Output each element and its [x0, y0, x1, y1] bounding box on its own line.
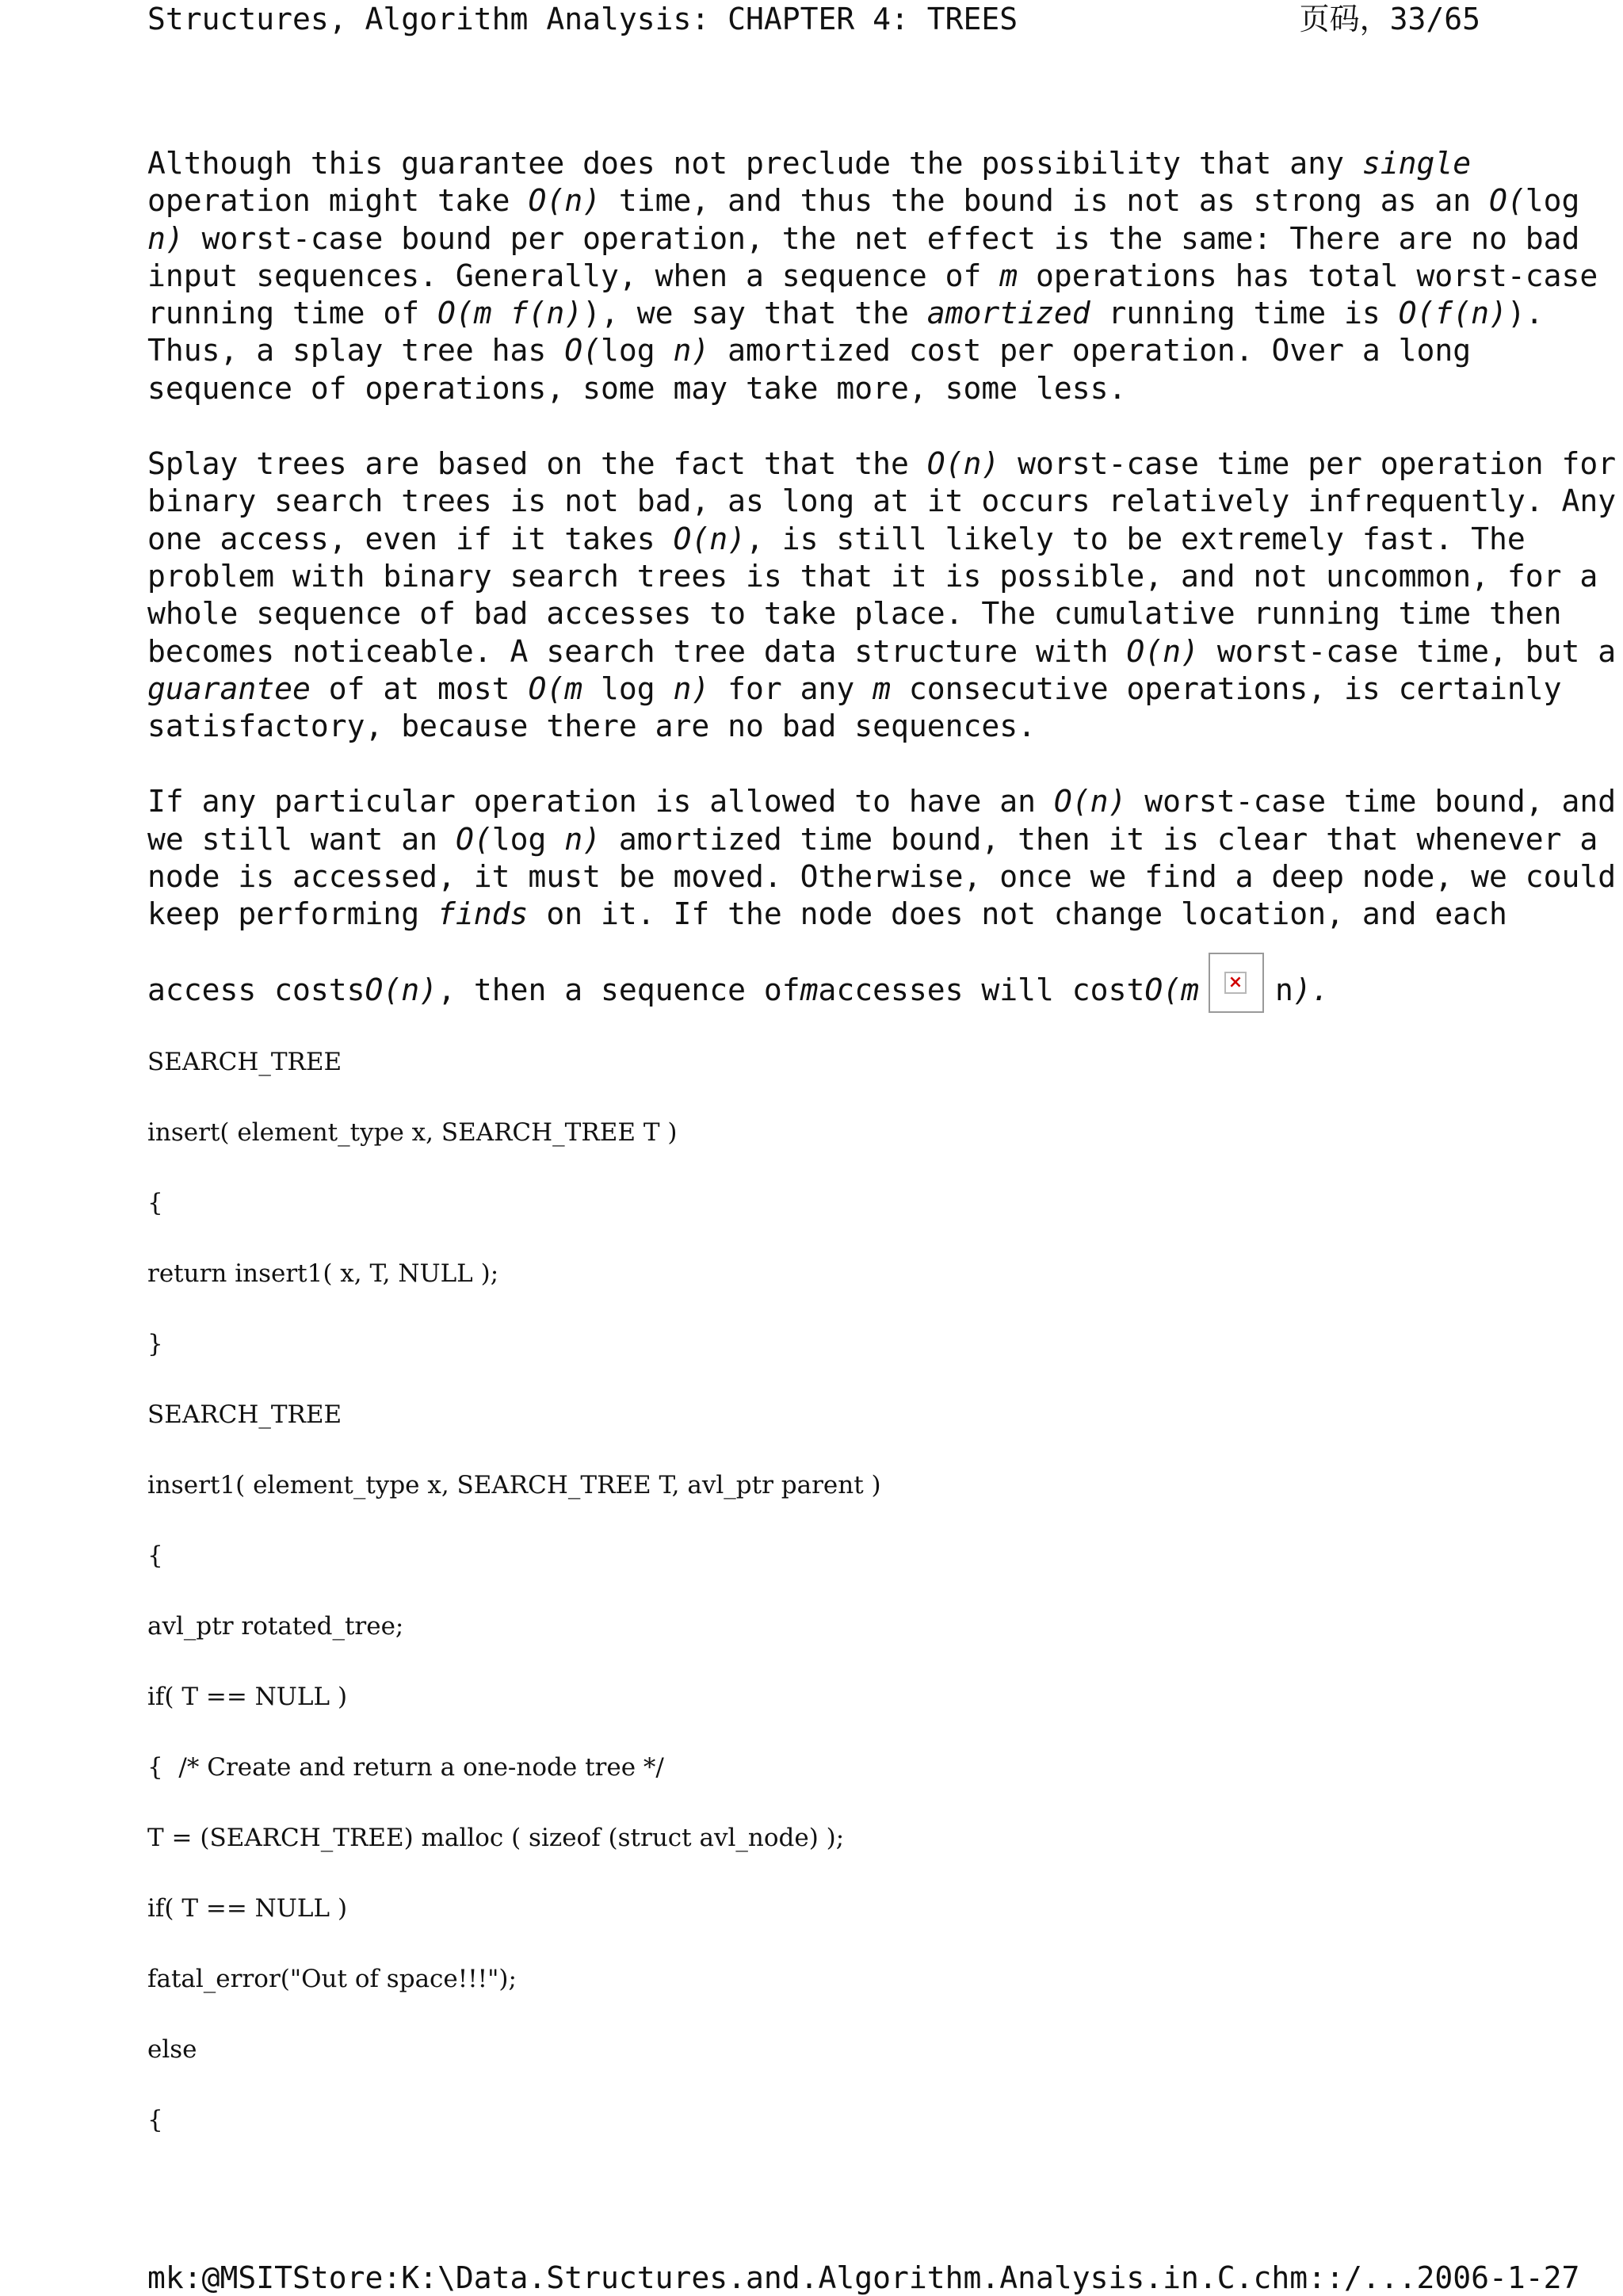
- close-icon: ×: [1224, 972, 1247, 994]
- text-line: guarantee of at most O(m log n) for any m consecutive operations, is certainly: [147, 670, 1562, 706]
- text-line: n) worst-case bound per operation, the net effect is the same: There are no bad: [147, 220, 1580, 256]
- text-line: access costs O(n) , then a sequence of m accesses will cost O(m × n ).: [147, 949, 1482, 1010]
- text-line: we still want an O(log n) amortized time bound, then it is clear that whenever a: [147, 821, 1598, 857]
- code-line: {: [147, 2105, 163, 2134]
- code-line: SEARCH_TREE: [147, 1400, 342, 1429]
- code-line: if( T == NULL ): [147, 1893, 348, 1923]
- text-line: one access, even if it takes O(n), is still likely to be extremely fast. The: [147, 521, 1526, 556]
- page-footer: [147, 2260, 1580, 2295]
- text-line: node is accessed, it must be moved. Otherwise, once we find a deep node, we could: [147, 859, 1617, 895]
- text-line: Thus, a splay tree has O(log n) amortized cost per operation. Over a long: [147, 333, 1472, 369]
- paragraph-node-moved: [147, 783, 1617, 1009]
- code-line: insert( element_type x, SEARCH_TREE T ): [147, 1117, 678, 1147]
- code-line: }: [147, 1329, 163, 1358]
- document-title: Structures, Algorithm Analysis: CHAPTER 4: TREES: [147, 2, 1018, 36]
- code-line: {: [147, 1188, 163, 1217]
- text-line: becomes noticeable. A search tree data structure with O(n) worst-case time, but a: [147, 633, 1617, 669]
- page-header: [147, 2, 1480, 36]
- text-line: Although this guarantee does not preclude the possibility that any single: [147, 146, 1472, 181]
- code-line: T = (SEARCH_TREE) malloc ( sizeof (struct avl_node) );: [147, 1823, 845, 1852]
- broken-image-icon: [1209, 953, 1264, 1013]
- source-url: mk:@MSITStore:K:\Data.Structures.and.Algorithm.Analysis.in.C.chm::/...: [147, 2260, 1417, 2295]
- code-line: {: [147, 1541, 163, 1570]
- code-line: avl_ptr rotated_tree;: [147, 1611, 404, 1641]
- code-line: { /* Create and return a one-node tree */: [147, 1752, 664, 1782]
- text-line: keep performing finds on it. If the node does not change location, and each: [147, 896, 1507, 932]
- code-line: insert1( element_type x, SEARCH_TREE T, avl_ptr parent ): [147, 1470, 881, 1499]
- paragraph-amortized: [147, 145, 1598, 407]
- text-line: binary search trees is not bad, as long at it occurs relatively infrequently. Any: [147, 483, 1617, 519]
- print-date: 2006-1-27: [1416, 2260, 1580, 2295]
- text-line: whole sequence of bad accesses to take place. The cumulative running time then: [147, 596, 1562, 632]
- paragraph-splay-basis: [147, 445, 1617, 745]
- page-number: 页码，33/65: [1299, 2, 1480, 36]
- text-line: Splay trees are based on the fact that the O(n) worst-case time per operation for: [147, 446, 1617, 482]
- text-line: operation might take O(n) time, and thus the bound is not as strong as an O(log: [147, 183, 1580, 219]
- text-line: sequence of operations, some may take more, some less.: [147, 370, 1127, 406]
- page-content: [147, 145, 1617, 2176]
- code-listing: [147, 1048, 1482, 2134]
- code-line: fatal_error("Out of space!!!");: [147, 1964, 517, 1993]
- code-line: else: [147, 2034, 197, 2064]
- code-line: return insert1( x, T, NULL );: [147, 1259, 499, 1288]
- code-line: SEARCH_TREE: [147, 1047, 342, 1076]
- code-line: if( T == NULL ): [147, 1682, 348, 1711]
- text-line: If any particular operation is allowed to have an O(n) worst-case time bound, and: [147, 784, 1617, 819]
- text-line: running time of O(m f(n)), we say that the amortized running time is O(f(n)).: [147, 296, 1544, 331]
- text-line: satisfactory, because there are no bad sequences.: [147, 709, 1037, 744]
- text-line: problem with binary search trees is that it is possible, and not uncommon, for a: [147, 558, 1598, 594]
- text-line: input sequences. Generally, when a sequence of m operations has total worst-case: [147, 258, 1598, 293]
